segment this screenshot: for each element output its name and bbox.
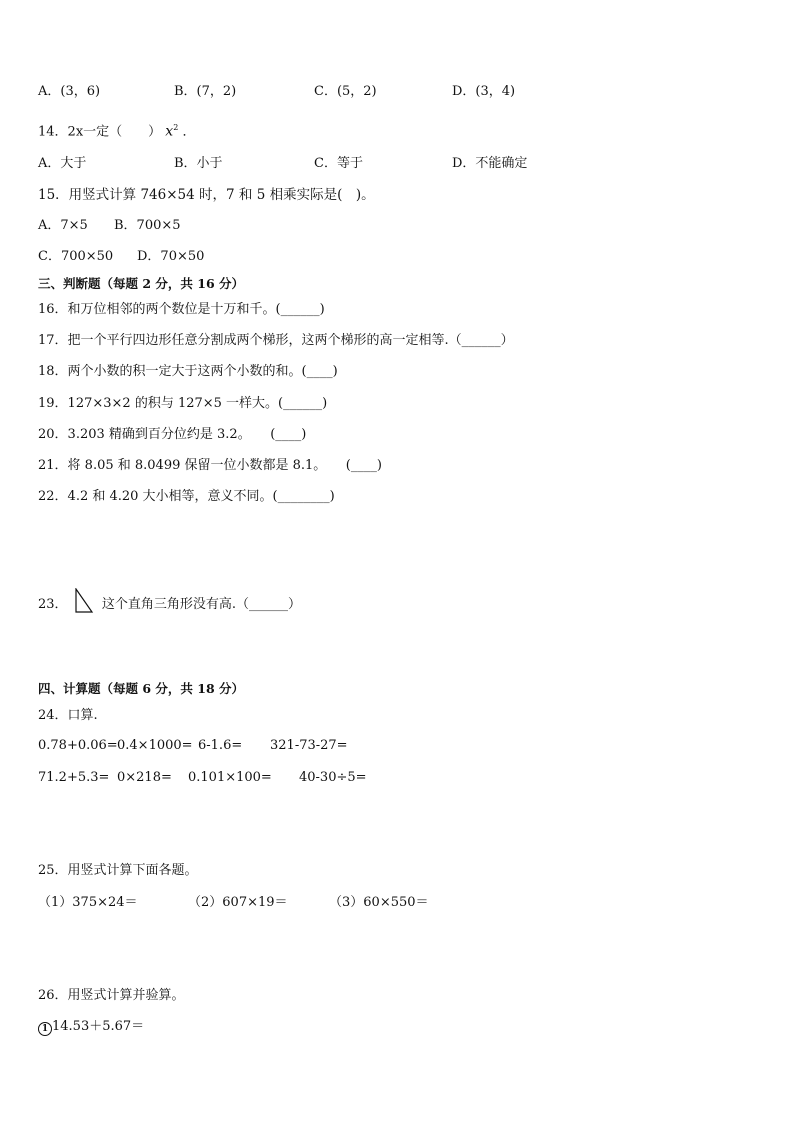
circled-number-1: 1 bbox=[38, 1022, 52, 1036]
q13-option-d: D．(3，4) bbox=[452, 84, 516, 99]
q24-title: 24．口算. bbox=[38, 708, 98, 723]
q13-option-a: A．(3，6) bbox=[38, 84, 101, 99]
q13-option-c: C．(5，2) bbox=[314, 84, 377, 99]
judge-item-20: 20．3.203 精确到百分位约是 3.2。 (____) bbox=[38, 427, 307, 442]
q26-expr: 14.53＋5.67＝ bbox=[52, 1019, 145, 1034]
q26-item-1 bbox=[38, 1018, 144, 1036]
q25-item-2: （2）607×19＝ bbox=[188, 895, 288, 910]
q15-option-b: B．700×5 bbox=[114, 218, 181, 233]
section-4-title: 四、计算题（每题 6 分，共 18 分） bbox=[38, 681, 245, 696]
q25-item-1: （1）375×24＝ bbox=[38, 895, 138, 910]
q14-variable: x bbox=[165, 123, 174, 140]
q13-option-b: B．(7，2) bbox=[174, 84, 237, 99]
q14-option-b: B．小于 bbox=[174, 156, 223, 171]
judge-item-22: 22．4.2 和 4.20 大小相等，意义不同。(________) bbox=[38, 489, 335, 504]
judge-item-19: 19．127×3×2 的积与 127×5 一样大。(______) bbox=[38, 396, 328, 411]
q15-option-d: D．70×50 bbox=[137, 249, 205, 264]
q24-expr: 321-73-27= bbox=[270, 738, 348, 753]
q24-expr: 0.101×100= bbox=[188, 770, 272, 785]
q23-text: 这个直角三角形没有高.（______） bbox=[101, 597, 301, 612]
judge-item-17: 17．把一个平行四边形任意分割成两个梯形，这两个梯形的高一定相等.（______） bbox=[38, 333, 514, 348]
q24-expr: 40-30÷5= bbox=[299, 770, 367, 785]
q14-exponent: 2 bbox=[173, 123, 179, 132]
q26-title: 26．用竖式计算并验算。 bbox=[38, 988, 185, 1003]
q14-option-d: D．不能确定 bbox=[452, 156, 528, 171]
q15-option-c: C．700×50 bbox=[38, 249, 114, 264]
q14-question bbox=[38, 119, 195, 141]
section-3-title: 三、判断题（每题 2 分，共 16 分） bbox=[38, 276, 245, 291]
q25-title: 25．用竖式计算下面各题。 bbox=[38, 863, 198, 878]
q24-expr: 0.78+0.06= bbox=[38, 738, 118, 753]
q24-expr: 0.4×1000= bbox=[117, 738, 193, 753]
q15-question: 15．用竖式计算 746×54 时，7 和 5 相乘实际是( )。 bbox=[38, 187, 375, 203]
q14-option-a: A．大于 bbox=[38, 156, 87, 171]
judge-item-23 bbox=[38, 588, 301, 614]
q23-number: 23． bbox=[38, 597, 68, 612]
q14-tail: ． bbox=[182, 124, 196, 140]
judge-item-21: 21．将 8.05 和 8.0499 保留一位小数都是 8.1。 (____) bbox=[38, 458, 382, 473]
q24-expr: 0×218= bbox=[117, 770, 172, 785]
right-triangle-figure bbox=[74, 588, 94, 614]
q14-option-c: C．等于 bbox=[314, 156, 363, 171]
q15-option-a: A．7×5 bbox=[38, 218, 88, 233]
judge-item-16: 16．和万位相邻的两个数位是十万和千。(______) bbox=[38, 302, 325, 317]
q25-item-3: （3）60×550＝ bbox=[329, 895, 429, 910]
judge-item-18: 18．两个小数的积一定大于这两个小数的和。(____) bbox=[38, 364, 338, 379]
q14-stem: 14．2x一定（ ） bbox=[38, 124, 162, 140]
q24-expr: 6-1.6= bbox=[198, 738, 243, 753]
q24-expr: 71.2+5.3= bbox=[38, 770, 110, 785]
